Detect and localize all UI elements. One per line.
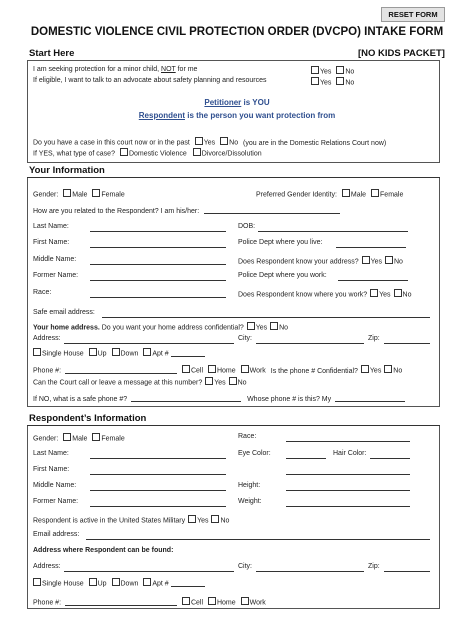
your-apt-field[interactable]	[171, 349, 205, 357]
whose-phone-field[interactable]	[335, 394, 405, 402]
resp-last-name-label: Last Name:	[33, 450, 69, 457]
resp-address-heading: Address where Respondent can be found:	[33, 547, 174, 554]
minor-child-question: I am seeking protection for a minor child, NOT for me	[33, 66, 198, 73]
resp-address-field[interactable]	[64, 564, 234, 572]
minor-child-no-checkbox[interactable]	[336, 66, 344, 74]
police-live-field[interactable]	[336, 240, 406, 248]
case-type-dv-checkbox[interactable]	[120, 148, 128, 156]
advocate-answer: Yes No	[311, 77, 354, 87]
your-first-name-label: First Name:	[33, 239, 70, 246]
your-gender-row: Gender: Male Female	[33, 189, 125, 199]
resp-former-name-field[interactable]	[90, 499, 226, 507]
resp-eye-color-label: Eye Color:	[238, 450, 271, 457]
minor-child-yes-checkbox[interactable]	[311, 66, 319, 74]
resp-phone-home-checkbox[interactable]	[208, 597, 216, 605]
home-conf-no-checkbox[interactable]	[270, 322, 278, 330]
case-question: Do you have a case in this court now or in the past Yes No (you are in the Domestic Relations Court now)	[33, 137, 386, 147]
packet-label: [NO KIDS PACKET]	[358, 48, 445, 59]
home-address-row: Your home address. Do you want your home address confidential? Yes No	[33, 322, 288, 332]
safe-phone-row: If NO, what is a safe phone #? Whose phone # is this? My	[33, 394, 405, 403]
resp-race-field[interactable]	[286, 434, 410, 442]
phone-conf-yes-checkbox[interactable]	[361, 365, 369, 373]
safe-phone-field[interactable]	[131, 394, 241, 402]
resp-hair-color-field[interactable]	[370, 451, 410, 459]
resp-zip-label: Zip:	[368, 563, 380, 570]
resp-height-field[interactable]	[286, 483, 410, 491]
resp-email-label: Email address:	[33, 531, 80, 538]
resp-weight-field[interactable]	[286, 499, 410, 507]
resp-last-name-field[interactable]	[90, 451, 226, 459]
resp-city-field[interactable]	[256, 564, 364, 572]
your-email-field[interactable]	[102, 310, 430, 318]
resp-apt-field[interactable]	[171, 579, 205, 587]
your-zip-field[interactable]	[384, 336, 430, 344]
your-former-name-label: Former Name:	[33, 272, 79, 279]
resp-dwelling-row: Single House Up Down Apt #	[33, 578, 205, 588]
phone-conf-no-checkbox[interactable]	[384, 365, 392, 373]
advocate-yes-checkbox[interactable]	[311, 77, 319, 85]
your-race-label: Race:	[33, 289, 52, 296]
military-no-checkbox[interactable]	[211, 515, 219, 523]
court-call-yes-checkbox[interactable]	[205, 377, 213, 385]
your-address-field[interactable]	[64, 336, 234, 344]
preferred-gender-row: Preferred Gender Identity: Male Female	[256, 189, 403, 199]
resp-female-checkbox[interactable]	[92, 433, 100, 441]
your-zip-label: Zip:	[368, 335, 380, 342]
your-phone-cell-checkbox[interactable]	[182, 365, 190, 373]
your-dwelling-row: Single House Up Down Apt #	[33, 348, 205, 358]
your-phone-row: Phone #: Cell Home Work Is the phone # Confidential? Yes No	[33, 365, 402, 375]
resp-weight-label: Weight:	[238, 498, 262, 505]
preferred-female-checkbox[interactable]	[371, 189, 379, 197]
advocate-question: If eligible, I want to talk to an advocate about safety planning and resources	[33, 77, 267, 84]
start-here-heading: Start Here	[29, 48, 75, 59]
court-call-no-checkbox[interactable]	[229, 377, 237, 385]
resp-zip-field[interactable]	[384, 564, 430, 572]
knows-address-row: Does Respondent know your address? Yes No	[238, 256, 403, 266]
resp-phone-field[interactable]	[65, 598, 177, 606]
minor-child-answer: Yes No	[311, 66, 354, 76]
your-middle-name-field[interactable]	[90, 257, 226, 265]
military-yes-checkbox[interactable]	[188, 515, 196, 523]
resp-male-checkbox[interactable]	[63, 433, 71, 441]
resp-extra-field[interactable]	[286, 467, 410, 475]
preferred-male-checkbox[interactable]	[342, 189, 350, 197]
resp-gender-row: Gender: Male Female	[33, 433, 125, 443]
your-dob-field[interactable]	[258, 224, 408, 232]
your-phone-field[interactable]	[65, 366, 177, 374]
home-conf-yes-checkbox[interactable]	[247, 322, 255, 330]
resp-former-name-label: Former Name:	[33, 498, 79, 505]
your-race-field[interactable]	[90, 290, 226, 298]
your-up-checkbox[interactable]	[89, 348, 97, 356]
your-email-label: Safe email address:	[33, 309, 95, 316]
related-row: How are you related to the Respondent? I am his/her:	[33, 206, 340, 215]
your-first-name-field[interactable]	[90, 240, 226, 248]
resp-single-house-checkbox[interactable]	[33, 578, 41, 586]
resp-phone-work-checkbox[interactable]	[241, 597, 249, 605]
case-type-divorce-checkbox[interactable]	[193, 148, 201, 156]
your-information-heading: Your Information	[29, 165, 105, 176]
knows-work-no-checkbox[interactable]	[394, 289, 402, 297]
resp-middle-name-label: Middle Name:	[33, 482, 77, 489]
your-last-name-field[interactable]	[90, 224, 226, 232]
resp-first-name-field[interactable]	[90, 467, 226, 475]
case-type-question: If YES, what type of case? Domestic Violence Divorce/Dissolution	[33, 148, 262, 158]
your-female-checkbox[interactable]	[92, 189, 100, 197]
respondent-information-heading: Respondent’s Information	[29, 413, 147, 424]
resp-race-label: Race:	[238, 433, 257, 440]
case-no-checkbox[interactable]	[220, 137, 228, 145]
resp-email-field[interactable]	[86, 532, 430, 540]
knows-work-yes-checkbox[interactable]	[370, 289, 378, 297]
your-former-name-field[interactable]	[90, 273, 226, 281]
your-apt-checkbox[interactable]	[143, 348, 151, 356]
your-middle-name-label: Middle Name:	[33, 256, 77, 263]
police-work-field[interactable]	[338, 273, 408, 281]
form-title: DOMESTIC VIOLENCE CIVIL PROTECTION ORDER (DVCPO) INTAKE FORM	[30, 26, 444, 38]
resp-first-name-label: First Name:	[33, 466, 70, 473]
your-single-house-checkbox[interactable]	[33, 348, 41, 356]
knows-address-no-checkbox[interactable]	[385, 256, 393, 264]
resp-hair-color-label: Hair Color:	[333, 450, 367, 457]
petitioner-definition: Petitioner is YOU	[204, 98, 270, 107]
resp-apt-checkbox[interactable]	[143, 578, 151, 586]
your-phone-home-checkbox[interactable]	[208, 365, 216, 373]
advocate-no-checkbox[interactable]	[336, 77, 344, 85]
resp-military-row: Respondent is active in the United States Military Yes No	[33, 515, 229, 525]
resp-address-label: Address:	[33, 563, 61, 570]
respondent-definition: Respondent is the person you want protection from	[138, 111, 336, 120]
resp-phone-cell-checkbox[interactable]	[182, 597, 190, 605]
resp-phone-row: Phone #: Cell Home Work	[33, 597, 266, 607]
resp-middle-name-field[interactable]	[90, 483, 226, 491]
your-city-field[interactable]	[256, 336, 364, 344]
resp-eye-color-field[interactable]	[286, 451, 326, 459]
resp-up-checkbox[interactable]	[89, 578, 97, 586]
related-field[interactable]	[204, 206, 340, 214]
knows-address-yes-checkbox[interactable]	[362, 256, 370, 264]
knows-work-row: Does Respondent know where you work? Yes No	[238, 289, 411, 299]
your-dob-label: DOB:	[238, 223, 256, 230]
police-work-label: Police Dept where you work:	[238, 272, 327, 279]
resp-down-checkbox[interactable]	[112, 578, 120, 586]
resp-height-label: Height:	[238, 482, 261, 489]
your-last-name-label: Last Name:	[33, 223, 69, 230]
your-city-label: City:	[238, 335, 252, 342]
case-yes-checkbox[interactable]	[195, 137, 203, 145]
reset-form-button[interactable]: RESET FORM	[381, 7, 445, 22]
your-phone-work-checkbox[interactable]	[241, 365, 249, 373]
your-down-checkbox[interactable]	[112, 348, 120, 356]
your-address-label: Address:	[33, 335, 61, 342]
court-call-row: Can the Court call or leave a message at this number? Yes No	[33, 377, 247, 387]
resp-city-label: City:	[238, 563, 252, 570]
police-live-label: Police Dept where you live:	[238, 239, 323, 246]
your-male-checkbox[interactable]	[63, 189, 71, 197]
